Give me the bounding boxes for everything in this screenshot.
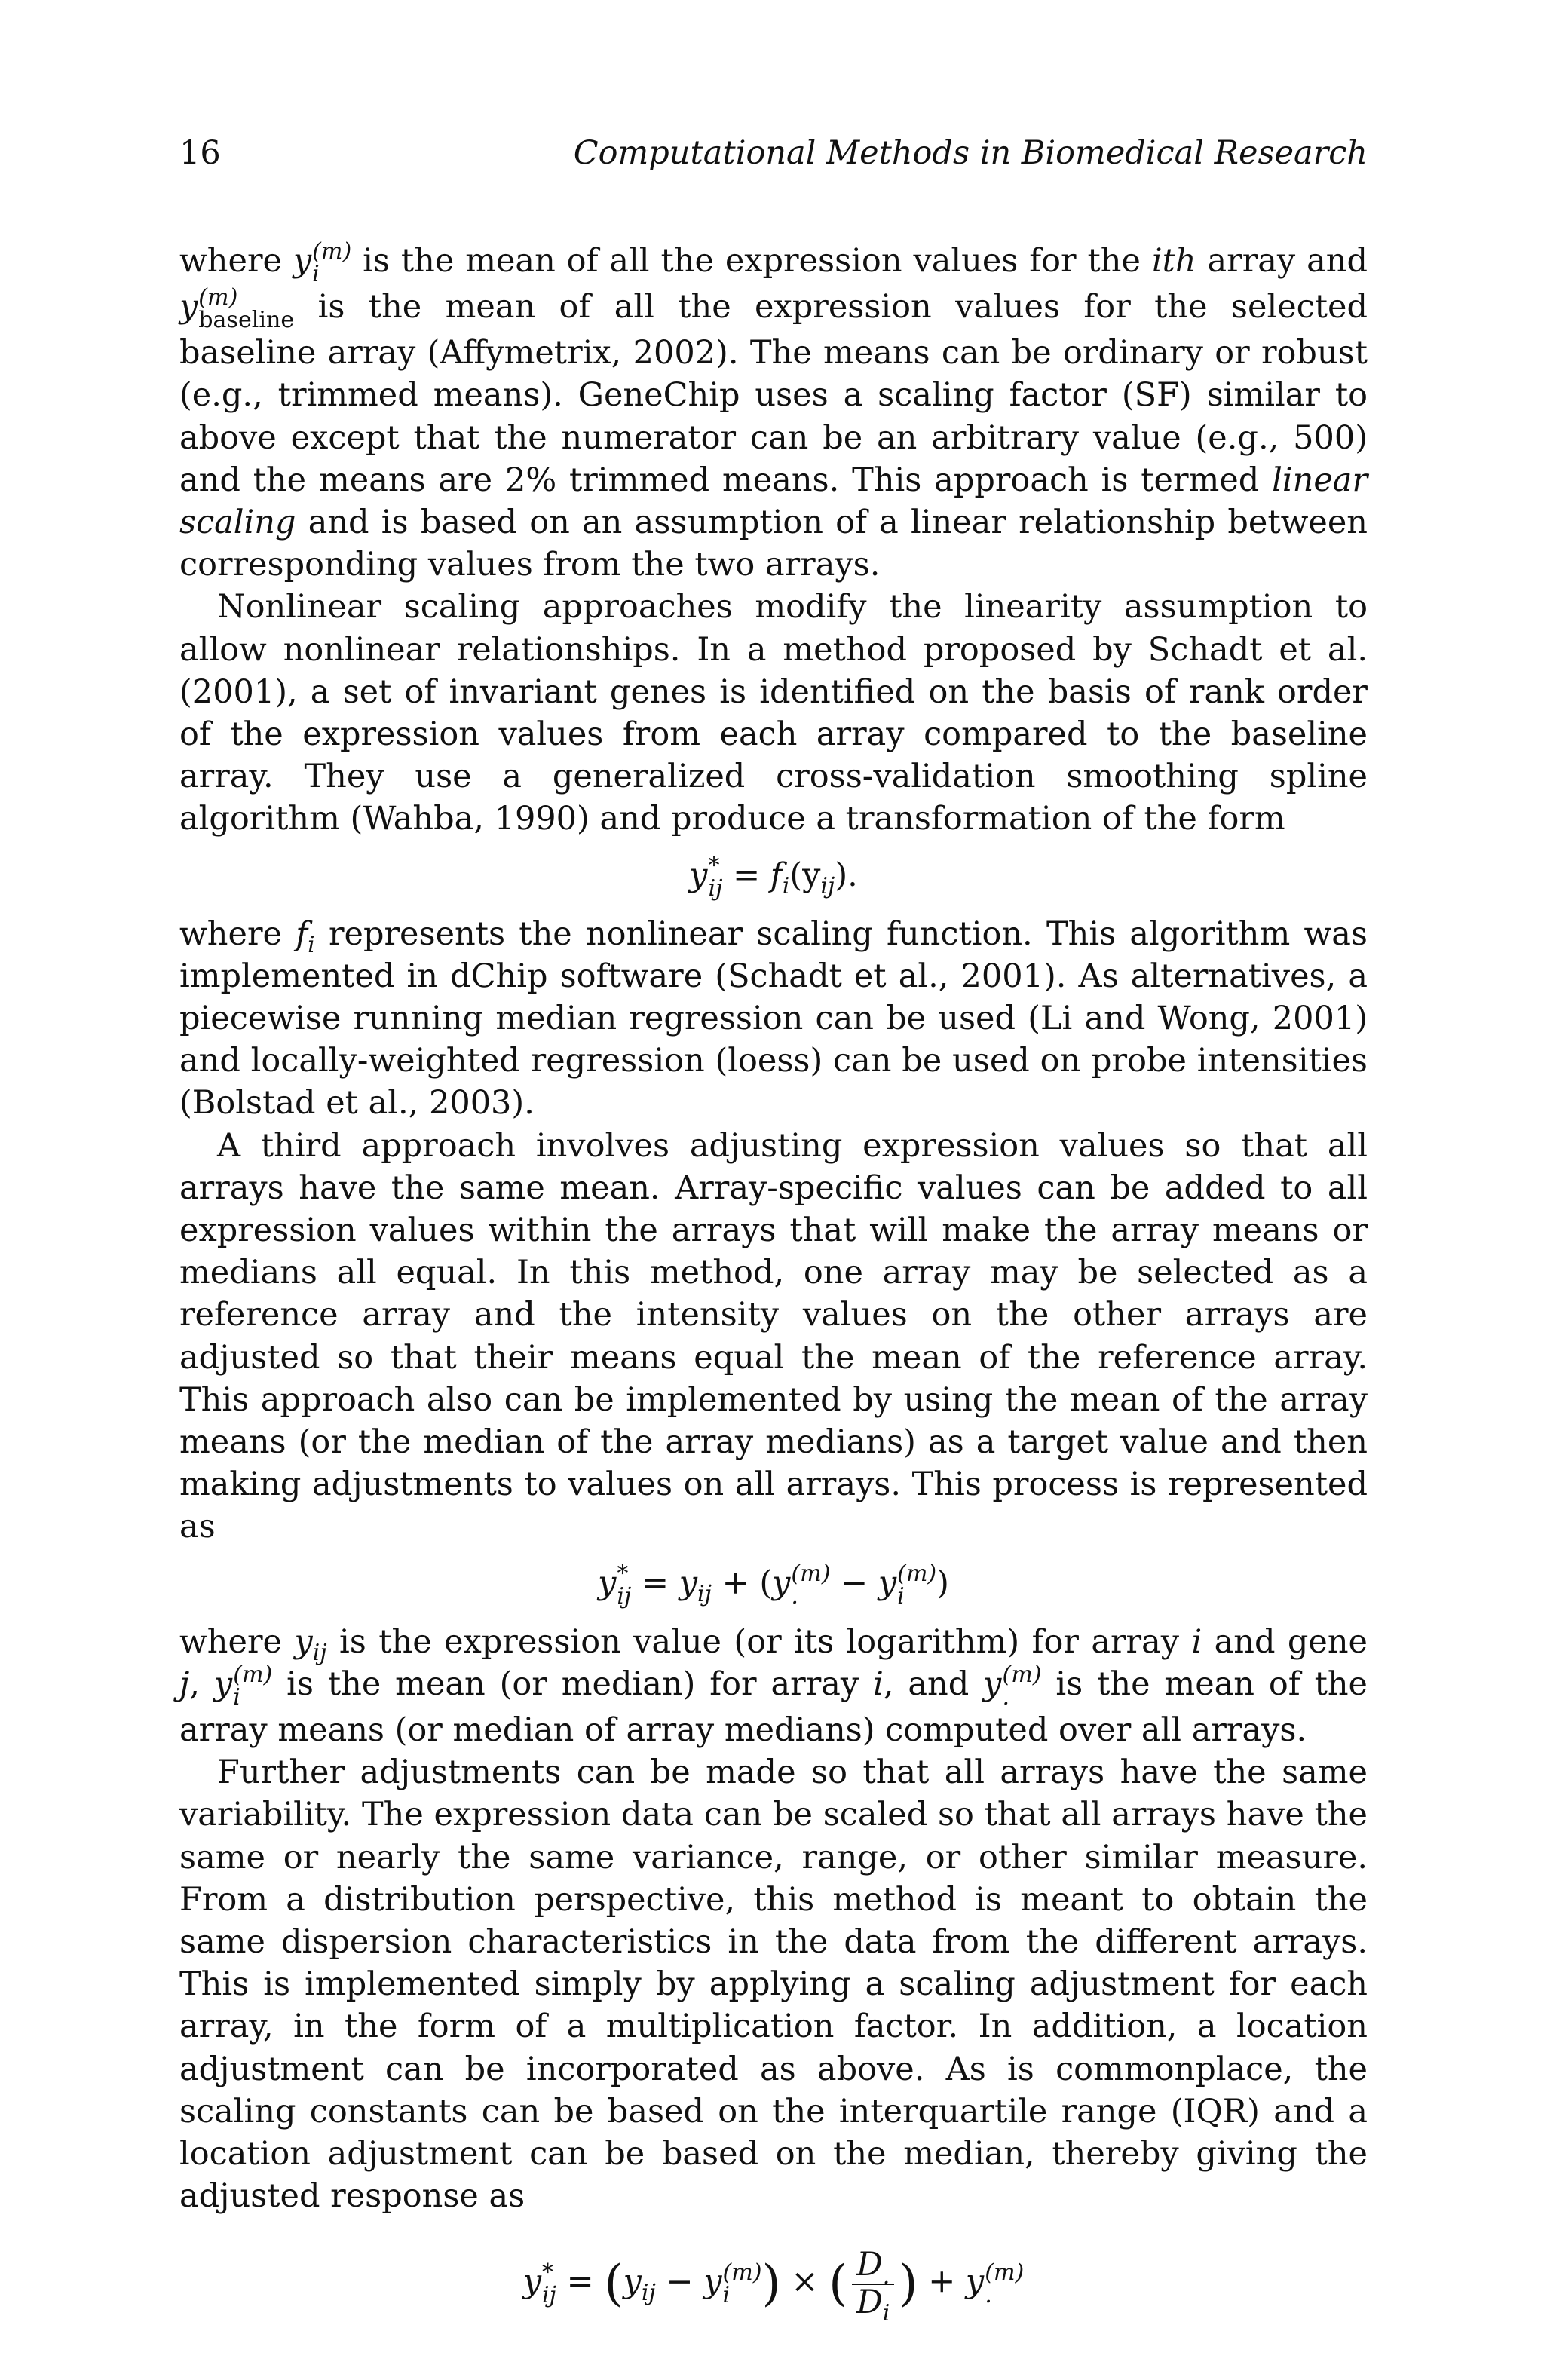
paragraph-1: where y (m) i is the mean of all the expression values for the ith array and y (m) baseline is the mean of all the expression values for the selected baseline array (Affymetrix, 2002). The means can be ordinary or robust (e.g., trimmed means). GeneChip uses a scaling factor (SF) similar to above except that the numerator can be an arbitrary value (e.g., 500) and the means are 2% trimmed means. This approach is termed linear scaling and is based on an assumption of a linear relationship between corresponding values from the two arrays. [179,237,1368,584]
paragraph-4: A third approach involves adjusting expression values so that all arrays have the same mean. Array-specific values can be added to all expression values within the arrays that will make the array means or medians all equal. In this method, one array may be selected as a reference array and the intensity values on the other arrays are adjusted so that their means equal the mean of the reference array. This approach also can be implemented by using the mean of the array means (or the median of the array medians) as a target value and then making adjustments to values on all arrays. This process is represented as [179,1126,1368,1546]
page-header [179,134,1368,179]
paragraph-3: where $f_i$ represents the nonlinear scaling function. This algorithm was implemented in dChip software (Schadt et al., 2001). As alternatives, a piecewise running median regression can be used (Li and Wong, 2001) and locally-weighted regression (loess) can be used on probe intensities (Bolstad et al., 2003). [179,914,1368,1123]
paragraph-6: Further adjustments can be made so that all arrays have the same variability. The expression data can be scaled so that all arrays have the same or nearly the same variance, range, or other similar measure. From a distribution perspective, this method is meant to obtain the same dispersion characteristics in the data from the different arrays. This is implemented simply by applying a scaling adjustment for each array, in the form of a multiplication factor. In addition, a location adjustment can be incorporated as above. As is commonplace, the scaling constants can be based on the interquartile range (IQR) and a location adjustment can be based on the median, thereby giving the adjusted response as [179,1754,1368,2216]
page-number: 16 [179,134,221,172]
paragraph-5: where $y_{ij}$ is the expression value (or its logarithm) for array i and gene j, y (m) i is the mean (or median) for array i, and y (m) . is the mean of the array means (or median of array medians) computed over all arrays. [179,1622,1368,1749]
inline-math-y-baseline: y (m) baseline [179,284,295,334]
running-title: Computational Methods in Biomedical Research [573,134,1368,172]
body-text [179,237,1368,2328]
inline-math-yi-m: y (m) i [293,237,352,287]
paragraph-2: Nonlinear scaling approaches modify the linearity assumption to allow nonlinear relationships. In a method proposed by Schadt et al. (2001), a set of invariant genes is identified on the basis of rank order of the expression values from each array compared to the baseline array. They use a generalized cross-validation smoothing spline algorithm (Wahba, 1990) and produce a transformation of the form [179,588,1368,838]
equation-2: y * ij = $y_{ij} + (y$ (m) . − y (m) i ) [598,1560,949,1610]
equation-1: y * ij = $f_i(y_{ij})$. [689,852,858,902]
equation-3: y * ij = ($y_{ij} - y$ (m) i ) × ( $\frac{D_.}{D_i}$ ) + y (m) . [522,2246,1025,2327]
